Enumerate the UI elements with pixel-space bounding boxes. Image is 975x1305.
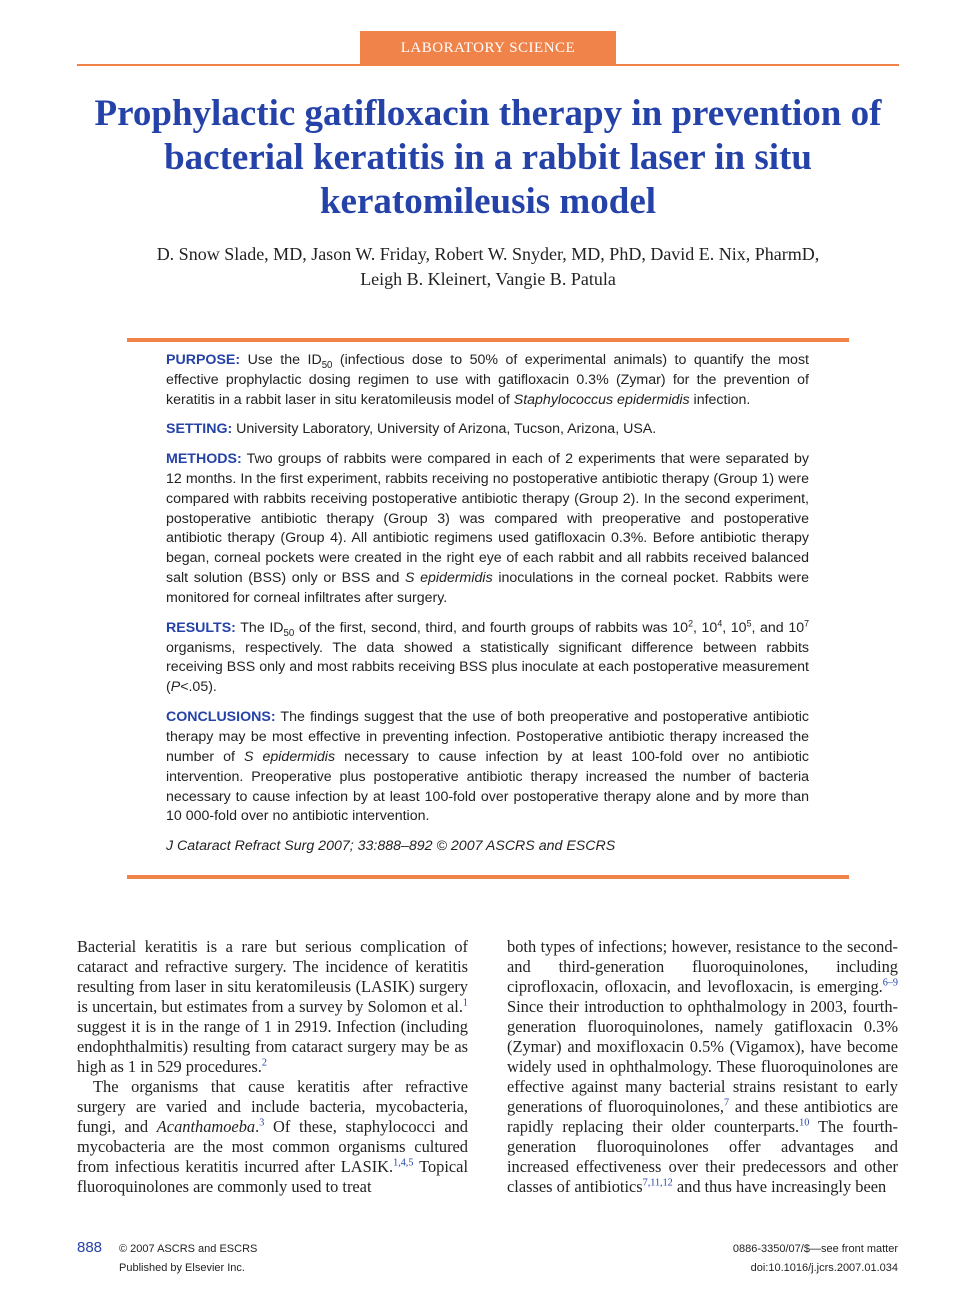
results-label: RESULTS: <box>166 619 236 636</box>
conclusions-text-2: necessary to cause infection by at least 100-fold over no antibiotic intervention. Preoperative plus postoperative antibiotic therapy increased the number of bacteria necessary to cause infection by at least 100-fold over postoperative therapy alone and by more than 10 000-fold over no antibiotic intervention. <box>166 748 810 825</box>
organism-name: Acanthamoeba <box>156 1117 256 1136</box>
abstract-conclusions <box>166 708 809 827</box>
body-text: Of these, staphylococci and mycobacteria are the most common organisms cultured from infectious keratitis incurred after LASIK. <box>77 1117 468 1176</box>
results-p-value: P <box>170 679 181 696</box>
header-divider <box>77 64 899 66</box>
abstract-setting <box>166 420 809 440</box>
conclusions-label: CONCLUSIONS: <box>166 708 276 725</box>
methods-text-2: inoculations in the corneal pocket. Rabbits were monitored for corneal infiltrates after surgery. <box>166 570 809 607</box>
results-exponent: 5 <box>746 617 752 628</box>
reference-link[interactable]: 7 <box>723 1097 730 1109</box>
body-text: and thus have increasingly been <box>672 1177 887 1196</box>
abstract-results <box>166 619 809 699</box>
results-subscript: 50 <box>283 627 295 639</box>
page-number: 888 <box>77 1239 103 1256</box>
body-text: The organisms that cause keratitis after refractive surgery are varied and include bacteria, mycobacteria, fungi, and <box>77 1077 468 1136</box>
reference-link[interactable]: 3 <box>259 1117 265 1129</box>
setting-text: University Laboratory, University of Arizona, Tucson, Arizona, USA. <box>236 421 657 438</box>
results-text-7: <.05). <box>180 679 217 696</box>
abstract <box>166 351 809 866</box>
results-exponent: 2 <box>688 617 693 628</box>
purpose-text: Use the ID <box>247 352 322 368</box>
body-text: suggest it is in the range of 1 in 2919. Infection (including endophthalmitis) resulting from cataract surgery may be as high as 1 in 529 procedures. <box>77 1017 468 1076</box>
results-text-4: , 10 <box>722 619 747 636</box>
methods-text: Two groups of rabbits were compared in each of 2 experiments that were separated by 12 months. In the first experiment, rabbits receiving no postoperative antibiotic therapy (Group 1) were compared with rabbits receiving postoperative antibiotic therapy (Group 2). In the second experiment, postoperative antibiotic therapy (Group 3) was compared with preoperative and postoperative antibiotic therapy (Group 4). All antibiotic regimens used gatifloxacin 0.3%. Before antibiotic therapy began, corneal pockets were created in the right eye of each rabbit and all rabbits received balanced salt solution (BSS) only or BSS and <box>166 450 809 587</box>
body-paragraph <box>77 937 468 1077</box>
abstract-methods <box>166 450 809 609</box>
purpose-label: PURPOSE: <box>166 352 241 368</box>
body-text: The fourth-generation fluoroquinolones offer advantages and increased effectiveness over their predecessors and other classes of antibiotics <box>507 1117 898 1196</box>
reference-link[interactable]: 10 <box>799 1117 810 1129</box>
body-text: Topical fluoroquinolones are commonly used to treat <box>77 1157 469 1196</box>
reference-link[interactable]: 2 <box>261 1057 267 1069</box>
abstract-purpose <box>166 351 809 411</box>
purpose-text-2: (infectious dose to 50% of experimental animals) to quantify the most effective prophylactic dosing regimen to use with gatifloxacin 0.3% (Zymar) for the prevention of keratitis in a rabbit laser in situ keratomileusis model of <box>166 352 809 408</box>
results-text: The ID <box>240 619 284 636</box>
results-text-6: organisms, respectively. The data showed a statistically significant difference between rabbits receiving BSS only and most rabbits receiving BSS plus inoculate at each postoperative measurement ( <box>166 639 809 696</box>
setting-label: SETTING: <box>166 421 233 438</box>
results-text-3: , 10 <box>692 619 718 636</box>
section-tag: LABORATORY SCIENCE <box>360 31 616 65</box>
body-paragraph <box>77 1077 468 1197</box>
results-text-2: of the first, second, third, and fourth groups of rabbits was 10 <box>294 619 689 636</box>
purpose-subscript: 50 <box>321 359 333 371</box>
body-text: . <box>255 1117 260 1136</box>
methods-label: METHODS: <box>166 450 242 467</box>
body-column-right <box>507 937 898 1197</box>
reference-link[interactable]: 6–9 <box>882 977 898 989</box>
publisher: Published by Elsevier Inc. <box>119 1262 245 1274</box>
body-paragraph <box>507 937 898 1197</box>
reference-link[interactable]: 1,4,5 <box>393 1157 414 1169</box>
purpose-species: Staphylococcus epidermidis <box>513 391 690 408</box>
reference-link[interactable]: 1 <box>462 997 468 1009</box>
body-text: both types of infections; however, resistance to the second- and third-generation fluoroquinolones, including ciprofloxacin, ofloxacin, and levofloxacin, is emerging. <box>507 937 898 996</box>
results-text-5: , and 10 <box>751 619 805 636</box>
body-text: Since their introduction to ophthalmology in 2003, fourth-generation fluoroquinolones, namely gatifloxacin 0.3% (Zymar) and moxifloxacin 0.5% (Vigamox), have become widely used in ophthalmology. These fluoroquinolones are effective against many bacterial strains resistant to early generations of fluoroquinolones, <box>507 997 898 1116</box>
results-exponent: 7 <box>804 617 810 628</box>
conclusions-species: S epidermidis <box>244 748 336 765</box>
doi-link[interactable]: doi:10.1016/j.jcrs.2007.01.034 <box>750 1262 898 1274</box>
author-line-2: Leigh B. Kleinert, Vangie B. Patula <box>360 269 616 289</box>
conclusions-text: The findings suggest that the use of both preoperative and postoperative antibiotic therapy may be most effective in preventing infection. Postoperative antibiotic therapy increased the number of <box>166 708 810 765</box>
copyright: © 2007 ASCRS and ESCRS <box>119 1243 258 1255</box>
body-column-left <box>77 937 468 1197</box>
body-text: and these antibiotics are rapidly replacing their older counterparts. <box>507 1097 898 1136</box>
abstract-top-rule <box>127 338 849 342</box>
journal-citation: J Cataract Refract Surg 2007; 33:888–892 © 2007 ASCRS and ESCRS <box>166 837 616 854</box>
article-title: Prophylactic gatifloxacin therapy in prevention of bacterial keratitis in a rabbit laser in situ keratomileusis model <box>94 93 882 222</box>
results-exponent: 4 <box>717 617 723 628</box>
issn: 0886-3350/07/$—see front matter <box>732 1243 898 1255</box>
methods-species: S epidermidis <box>405 570 493 587</box>
reference-link[interactable]: 7,11,12 <box>642 1177 673 1189</box>
purpose-text-3: infection. <box>689 391 751 408</box>
body-text: Bacterial keratitis is a rare but serious complication of cataract and refractive surgery. The incidence of keratitis resulting from laser in situ keratomileusis (LASIK) surgery is uncertain, but estimates from a survey by Solomon et al. <box>77 937 468 1016</box>
abstract-bottom-rule <box>127 875 849 879</box>
author-line-1: D. Snow Slade, MD, Jason W. Friday, Robert W. Snyder, MD, PhD, David E. Nix, PharmD, <box>156 244 820 264</box>
author-list <box>60 242 916 292</box>
